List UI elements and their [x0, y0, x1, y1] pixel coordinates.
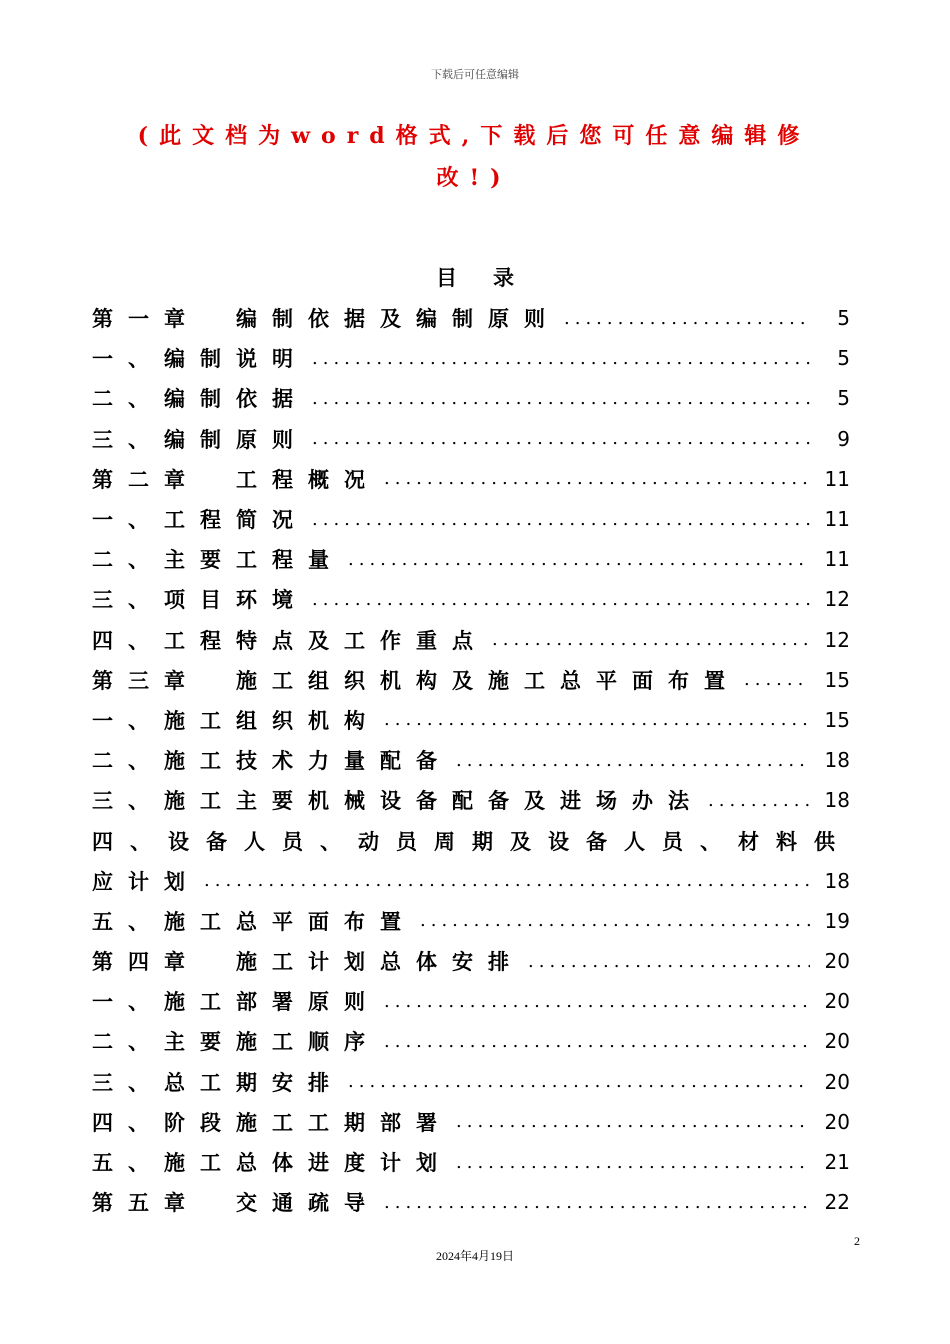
toc-entry[interactable]: [92, 459, 850, 499]
toc-entry-page: 18: [824, 788, 850, 813]
toc-leader-dots: [384, 1192, 810, 1213]
toc-entry-page: 22: [824, 1190, 850, 1215]
toc-entry-page: 9: [837, 426, 850, 451]
toc-entry-label: 第五章 交通疏导: [92, 1190, 380, 1216]
edit-notice-line2: 改!): [436, 165, 512, 191]
toc-entry[interactable]: [92, 861, 850, 901]
toc-entry[interactable]: [92, 539, 850, 579]
toc-entry-page: 15: [824, 667, 850, 692]
toc-entry-label: 二、主要工程量: [92, 547, 344, 573]
toc-entry-label: 四、设备人员、动员周期及设备人员、材料供: [92, 828, 852, 854]
toc-entry-label: 一、施工部署原则: [92, 989, 380, 1015]
toc-entry[interactable]: [92, 1182, 850, 1222]
toc-entry-label: 第三章 施工组织机构及施工总平面布置: [92, 667, 740, 693]
toc-entry[interactable]: [92, 620, 850, 660]
toc-leader-dots: [492, 629, 810, 650]
toc-entry-page: 5: [837, 306, 850, 331]
toc-entry-page: 5: [837, 386, 850, 411]
toc-entry-label: 一、编制说明: [92, 346, 308, 372]
toc-entry-page: 11: [824, 507, 850, 532]
toc-entry[interactable]: [92, 499, 850, 539]
toc-entry[interactable]: [92, 981, 850, 1021]
toc-title: 目录: [436, 265, 550, 290]
toc-entry-label: 第一章 编制依据及编制原则: [92, 306, 560, 332]
toc-entry-label: 三、项目环境: [92, 587, 308, 613]
toc-leader-dots: [384, 468, 810, 489]
toc-entry-page: 12: [824, 627, 850, 652]
toc-leader-dots: [420, 910, 810, 931]
toc-entry-page: 20: [824, 1029, 850, 1054]
toc-entry-page: 18: [824, 868, 850, 893]
toc-entry-label: 一、施工组织机构: [92, 707, 380, 733]
edit-notice: [118, 120, 830, 196]
toc-entry-page: 21: [824, 1150, 850, 1175]
table-of-contents: [92, 298, 850, 1222]
toc-entry[interactable]: [92, 1102, 850, 1142]
toc-leader-dots: [708, 790, 810, 811]
toc-entry[interactable]: [92, 419, 850, 459]
toc-leader-dots: [384, 991, 810, 1012]
toc-leader-dots: [312, 388, 810, 409]
toc-leader-dots: [204, 870, 810, 891]
toc-entry-label: 五、施工总体进度计划: [92, 1150, 452, 1176]
toc-leader-dots: [528, 951, 810, 972]
toc-leader-dots: [744, 669, 810, 690]
toc-entry[interactable]: [92, 901, 850, 941]
toc-entry-page: 18: [824, 748, 850, 773]
toc-entry-page: 15: [824, 707, 850, 732]
toc-entry-page: 11: [824, 547, 850, 572]
toc-leader-dots: [456, 1152, 810, 1173]
toc-leader-dots: [456, 1111, 810, 1132]
toc-entry[interactable]: [92, 660, 850, 700]
toc-entry-label: 三、总工期安排: [92, 1069, 344, 1095]
toc-leader-dots: [312, 509, 810, 530]
edit-notice-line1: (此文档为word格式,下载后您可任意编辑修: [137, 123, 811, 149]
header-note: 下载后可任意编辑: [431, 68, 519, 81]
toc-leader-dots: [348, 549, 810, 570]
toc-leader-dots: [564, 308, 810, 329]
toc-entry[interactable]: [92, 780, 850, 820]
page-number: 2: [854, 1234, 860, 1248]
toc-entry-label: 应计划: [92, 868, 200, 894]
toc-entry[interactable]: [92, 298, 850, 338]
toc-entry-label: 四、阶段施工工期部署: [92, 1109, 452, 1135]
footer-date: 2024年4月19日: [435, 1249, 514, 1263]
toc-leader-dots: [348, 1071, 810, 1092]
toc-entry-label: 三、施工主要机械设备配备及进场办法: [92, 788, 704, 814]
toc-entry[interactable]: [92, 338, 850, 378]
toc-entry-label: 四、工程特点及工作重点: [92, 627, 488, 653]
toc-entry[interactable]: [92, 1062, 850, 1102]
toc-entry-wrapped-first-line[interactable]: [92, 820, 850, 860]
toc-entry-label: 三、编制原则: [92, 426, 308, 452]
toc-entry-page: 20: [824, 989, 850, 1014]
toc-leader-dots: [312, 428, 810, 449]
toc-entry-page: 20: [824, 949, 850, 974]
toc-leader-dots: [384, 709, 810, 730]
toc-entry-page: 20: [824, 1109, 850, 1134]
toc-leader-dots: [312, 589, 810, 610]
toc-entry-label: 第四章 施工计划总体安排: [92, 949, 524, 975]
toc-entry-label: 第二章 工程概况: [92, 466, 380, 492]
toc-entry[interactable]: [92, 700, 850, 740]
toc-entry[interactable]: [92, 1142, 850, 1182]
toc-entry-page: 19: [824, 908, 850, 933]
toc-entry-page: 20: [824, 1069, 850, 1094]
toc-entry-label: 一、工程简况: [92, 507, 308, 533]
toc-entry-label: 五、施工总平面布置: [92, 908, 416, 934]
toc-entry-label: 二、主要施工顺序: [92, 1029, 380, 1055]
toc-leader-dots: [312, 348, 810, 369]
toc-entry[interactable]: [92, 1021, 850, 1061]
toc-entry[interactable]: [92, 941, 850, 981]
toc-entry[interactable]: [92, 378, 850, 418]
toc-entry-label: 二、施工技术力量配备: [92, 748, 452, 774]
toc-entry[interactable]: [92, 740, 850, 780]
toc-entry-label: 二、编制依据: [92, 386, 308, 412]
toc-entry[interactable]: [92, 579, 850, 619]
toc-entry-page: 11: [824, 466, 850, 491]
toc-entry-page: 12: [824, 587, 850, 612]
toc-entry-page: 5: [837, 346, 850, 371]
toc-leader-dots: [384, 1031, 810, 1052]
toc-leader-dots: [456, 750, 810, 771]
